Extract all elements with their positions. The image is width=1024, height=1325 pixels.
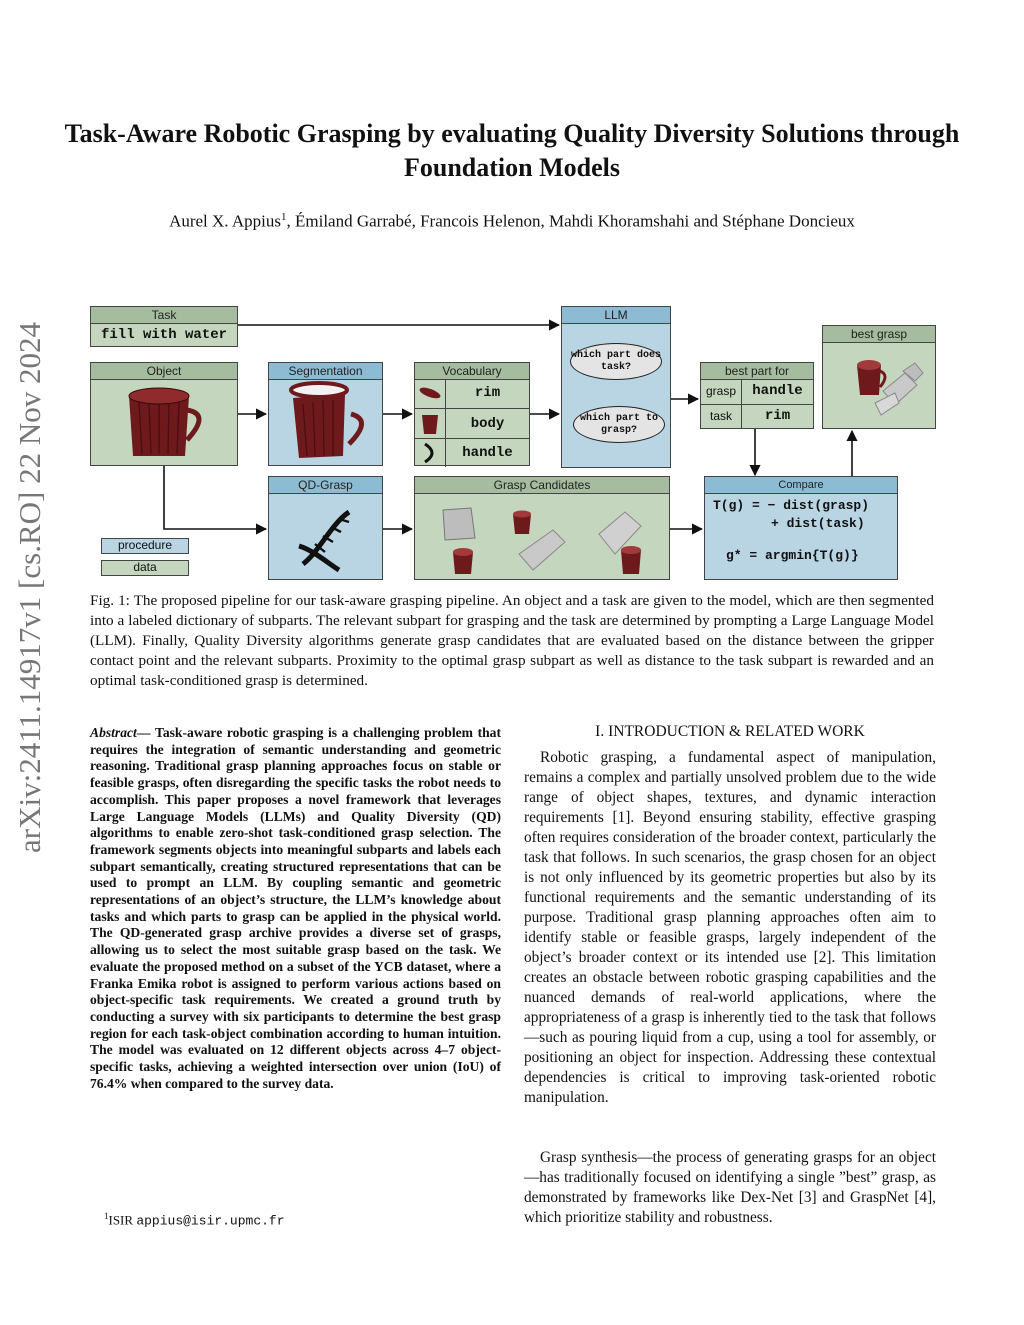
qd-grasp-box [268, 476, 383, 580]
best-part-row-task [701, 404, 813, 429]
best-part-value-task: rim [764, 408, 791, 424]
abstract-text: Task-aware robotic grasping is a challenging problem that requires the integration of semantic understanding and geometric reasoning. Traditional grasp planning approaches focus on stable or feasible grasps, often disregarding the specific tasks the robot needs to accomplish. This paper proposes a novel framework that leverages Large Language Models (LLMs) and Quality Diversity (QD) algorithms to enable zero-shot task-conditioned grasp selection. The framework segments objects into meaningful subparts and labels each subpart semantically, creating structured representations that can be used to prompt an LLM. By coupling semantic and geometric representations of an object’s structure, the LLM’s knowledge about tasks and which parts to grasp can be applied in the physical world. The QD-generated grasp archive provides a diverse set of grasps, allowing us to select the most suitable grasp based on the task. We evaluate the proposed method on a subset of the YCB dataset, where a Franka Emika robot is assigned to perform various actions based on object-specific task requirements. We created a ground truth by conducting a survey with six participants to determine the best grasp region for each task-object combination according to human intuition. The model was evaluated on 12 different objects across 4–7 object-specific tasks, achieving a weighted intersection over union (IoU) of 76.4% when compared to the survey data. [90, 725, 501, 1091]
vocabulary-row-handle [415, 438, 530, 467]
arrow-object-to-qdgrasp [164, 466, 266, 529]
qd-grasp-header: QD-Grasp [269, 477, 382, 494]
mug-icon [857, 360, 885, 395]
vocabulary-row-body [415, 408, 530, 439]
mug-object-icon [91, 380, 237, 466]
llm-question-bubble-grasp: which part to grasp? [573, 406, 665, 443]
arxiv-identifier: arXiv:2411.14917v1 [cs.RO] 22 Nov 2024 [12, 322, 47, 853]
best-grasp-header: best grasp [823, 326, 935, 343]
candidate-grasp-3 [599, 512, 641, 574]
candidate-grasp-1 [443, 508, 475, 574]
vocabulary-label-handle: handle [462, 445, 513, 461]
task-box [90, 306, 238, 347]
segmentation-box [268, 362, 383, 466]
paper-title: Task-Aware Robotic Grasping by evaluating Quality Diversity Solutions through Foundation Models [64, 119, 960, 182]
segmentation-header: Segmentation [269, 363, 382, 380]
vocabulary-box [414, 362, 530, 466]
grasp-candidates-illustration [415, 494, 669, 580]
best-grasp-illustration [823, 343, 933, 428]
footnote-affiliation: ISIR [108, 1212, 134, 1228]
best-part-key-task: task [701, 405, 742, 428]
best-part-box [700, 362, 814, 429]
best-part-key-grasp: grasp [701, 379, 742, 404]
compare-formula-line-2: + dist(task) [771, 516, 865, 531]
vocabulary-row-rim [415, 379, 530, 408]
dna-icon [269, 494, 382, 580]
compare-formula-line-3: g* = argmin{T(g)} [726, 548, 859, 563]
rim-icon [415, 379, 446, 408]
footnote-mark: 1 [104, 1211, 109, 1221]
intro-paragraph-1: Robotic grasping, a fundamental aspect of manipulation, remains a complex and partially unsolved problem due to the wide range of object shapes, textures, and dynamic interaction requirements [1]. Beyond ensuring stability, effective grasping often requires consideration of the broader context, particularly the task that follows. In such scenarios, the grasp chosen for an object is not only influenced by its geometric properties but also by its functional requirements and the semantic understanding of its purpose. Traditional grasp planning approaches often aim to identify stable or feasible grasps, largely independent of the object’s broader context or its intended use [2]. This limitation creates an obstacle between robotic grasping capabilities and the nuanced demands of real-world applications, where the appropriateness of a grasp is inherently tied to the task that follows—such as pouring liquid from a cup, using a tool for assembly, or positioning an object for inspection. Addressing these contextual dependencies is critical to improving task-oriented robotic manipulation. [524, 749, 936, 1106]
abstract: Abstract— Task-aware robotic grasping is a challenging problem that requires the integration of semantic understanding and geometric reasoning. Traditional grasp planning approaches focus on stable or feasible grasps, often disregarding the specific tasks the robot needs to accomplish. This paper proposes a novel framework that leverages Large Language Models (LLMs) and Quality Diversity (QD) algorithms to enable zero-shot task-conditioned grasp selection. The framework segments objects into meaningful subparts and labels each subpart semantically, creating structured representations that can be used to prompt an LLM. By coupling semantic and geometric representations of an object’s structure, the LLM’s knowledge about tasks and which parts to grasp can be applied in the physical world. The QD-generated grasp archive provides a diverse set of grasps, allowing us to select the most suitable grasp based on the task. We evaluate the proposed method on a subset of the YCB dataset, where a Franka Emika robot is assigned to perform various actions based on object-specific task requirements. We created a ground truth by conducting a survey with six participants to determine the best grasp region for each task-object combination according to human intuition. The model was evaluated on 12 different objects across 4–7 object-specific tasks, achieving a weighted intersection over union (IoU) of 76.4% when compared to the survey data. [90, 725, 501, 1091]
section-heading: I. INTRODUCTION & RELATED WORK [595, 723, 865, 740]
intro-paragraph-2: Grasp synthesis—the process of generating grasps for an object—has traditionally focused on identifying a single ”best” grasp, as demonstrated by frameworks like Dex-Net [3] and GraspNet [4], which prioritize stability and robustness. [524, 1149, 936, 1226]
compare-header: Compare [705, 477, 897, 494]
abstract-label: Abstract [90, 725, 137, 740]
object-header: Object [91, 363, 237, 380]
footnote [104, 1211, 285, 1228]
compare-formula-line-1: T(g) = − dist(grasp) [713, 498, 870, 513]
author-list: Aurel X. Appius$^1$, Émiland Garrabé, Francois Helenon, Mahdi Khoramshahi and Stéphane Doncieux [169, 211, 855, 231]
grasp-candidates-box [414, 476, 670, 580]
llm-header: LLM [562, 307, 670, 324]
segmented-mug-icon [269, 380, 382, 466]
legend-procedure: procedure [101, 538, 189, 554]
figure-caption: Fig. 1: The proposed pipeline for our task-aware grasping pipeline. An object and a task are given to the model, which are then segmented into a labeled dictionary of subparts. The relevant subpart for grasping and the task are determined by prompting a Large Language Model (LLM). Finally, Quality Diversity algorithms generate grasp candidates that are evaluated based on the distance between the gripper contact point and the relevant subparts. Proximity to the optimal grasp subpart as well as distance to the task subpart is rewarded and an optimal task-conditioned grasp is determined. [90, 592, 934, 689]
vocabulary-label-body: body [470, 416, 505, 432]
best-grasp-box [822, 325, 936, 429]
compare-box [704, 476, 898, 580]
llm-question-bubble-task: which part does task? [570, 343, 662, 380]
task-header: Task [91, 307, 237, 324]
best-part-value-grasp: handle [752, 383, 803, 399]
task-value: fill with water [100, 327, 228, 343]
grasp-candidates-header: Grasp Candidates [415, 477, 669, 494]
vocabulary-label-rim: rim [474, 385, 501, 401]
llm-box [561, 306, 671, 468]
body-icon [415, 409, 446, 439]
handle-icon [415, 439, 446, 467]
best-part-header: best part for [701, 363, 813, 380]
footnote-email[interactable]: appius@isir.upmc.fr [136, 1213, 285, 1229]
legend-data: data [101, 560, 189, 576]
candidate-grasp-2 [513, 511, 565, 571]
object-box [90, 362, 238, 466]
best-part-row-grasp [701, 379, 813, 404]
author-affiliation-mark: 1 [281, 211, 287, 223]
vocabulary-header: Vocabulary [415, 363, 529, 380]
